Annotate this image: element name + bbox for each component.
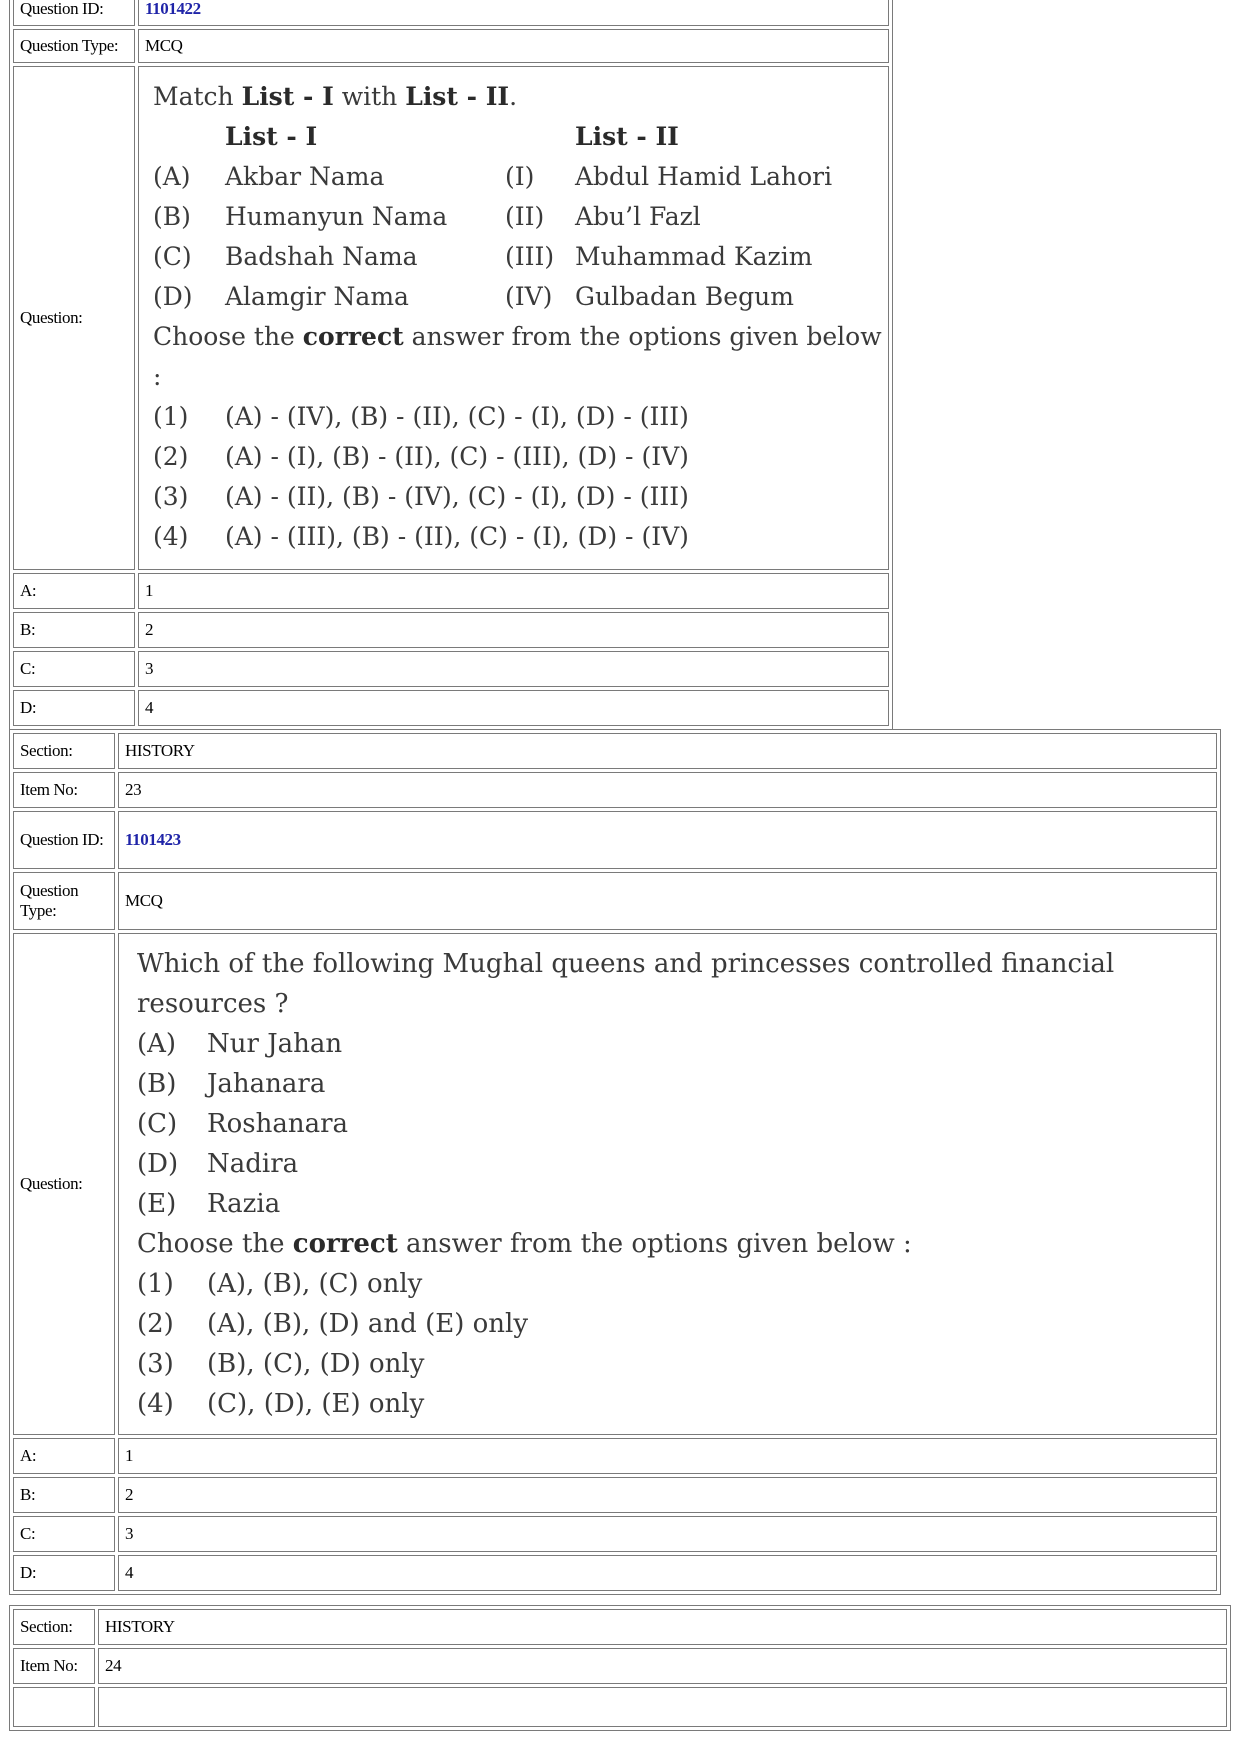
- answer-value: 1: [118, 1438, 1217, 1474]
- question-id-value: 1101423: [118, 811, 1217, 869]
- item-no-label: Item No:: [13, 1648, 95, 1684]
- section-row: [13, 733, 1217, 769]
- question-id-label: Question ID:: [13, 811, 115, 869]
- question-body: [138, 66, 889, 570]
- item-no-value: 24: [98, 1648, 1227, 1684]
- answer-value: 3: [118, 1516, 1217, 1552]
- list-1-header: List - I: [225, 122, 318, 151]
- section-label: Section:: [13, 1609, 95, 1645]
- answer-label: C:: [13, 1516, 115, 1552]
- item-no-row: [13, 772, 1217, 808]
- question-id-label: Question ID:: [13, 0, 135, 26]
- question-intro: Match List - I with List - II.: [153, 82, 518, 111]
- answer-value: 1: [138, 573, 889, 609]
- partial-cell: [13, 1687, 95, 1727]
- answer-row-d: [13, 690, 889, 726]
- answer-row-a: [13, 573, 889, 609]
- answer-value: 2: [138, 612, 889, 648]
- answer-value: 3: [138, 651, 889, 687]
- answer-option: (2) (A) - (I), (B) - (II), (C) - (III), (D) - (IV): [153, 442, 689, 471]
- question-id-value: 1101422: [138, 0, 889, 26]
- match-pair: (C) Badshah Nama (III) Muhammad Kazim: [153, 242, 813, 271]
- section-row: [13, 1609, 1227, 1645]
- question-label: Question:: [13, 933, 115, 1435]
- question-row: [13, 66, 889, 570]
- answer-label: B:: [13, 612, 135, 648]
- answer-option: (4) (C), (D), (E) only: [137, 1389, 425, 1419]
- statement-item: (D) Nadira: [137, 1149, 299, 1179]
- list-headers: [153, 117, 888, 157]
- answer-label: B:: [13, 1477, 115, 1513]
- partial-cell: [98, 1687, 1227, 1727]
- answer-value: 4: [118, 1555, 1217, 1591]
- section-value: HISTORY: [118, 733, 1217, 769]
- answer-option: (1) (A), (B), (C) only: [137, 1269, 423, 1299]
- question-image-text: [119, 934, 1216, 1434]
- choose-instruction: Choose the correct answer from the options given below :: [137, 1229, 912, 1259]
- choose-instruction: Choose the correct answer from the options given below :: [153, 322, 882, 391]
- answer-label: A:: [13, 1438, 115, 1474]
- statement-item: (C) Roshanara: [137, 1109, 348, 1139]
- question-type-value: MCQ: [118, 872, 1217, 930]
- answer-value: 4: [138, 690, 889, 726]
- statement-item: (B) Jahanara: [137, 1069, 326, 1099]
- answer-row-b: [13, 612, 889, 648]
- answer-label: A:: [13, 573, 135, 609]
- question-id-row: [13, 811, 1217, 869]
- match-pair: (B) Humanyun Nama (II) Abu’l Fazl: [153, 202, 701, 231]
- list-2-header: List - II: [575, 122, 679, 151]
- question-label: Question:: [13, 66, 135, 570]
- match-pair: (A) Akbar Nama (I) Abdul Hamid Lahori: [153, 162, 833, 191]
- item-no-value: 23: [118, 772, 1217, 808]
- answer-row-c: [13, 1516, 1217, 1552]
- answer-label: D:: [13, 690, 135, 726]
- section-value: HISTORY: [98, 1609, 1227, 1645]
- answer-option: (3) (A) - (II), (B) - (IV), (C) - (I), (D) - (III): [153, 482, 689, 511]
- question-table-1101423: [9, 729, 1221, 1595]
- answer-option: (1) (A) - (IV), (B) - (II), (C) - (I), (D) - (III): [153, 402, 689, 431]
- answer-option: (4) (A) - (III), (B) - (II), (C) - (I), (D) - (IV): [153, 522, 689, 551]
- section-label: Section:: [13, 733, 115, 769]
- answer-label: D:: [13, 1555, 115, 1591]
- answer-value: 2: [118, 1477, 1217, 1513]
- question-table-item-24: [9, 1605, 1231, 1731]
- answer-row-b: [13, 1477, 1217, 1513]
- statement-item: (E) Razia: [137, 1189, 281, 1219]
- question-id-row: [13, 0, 889, 26]
- question-type-label: Question Type:: [13, 29, 135, 63]
- answer-option: (3) (B), (C), (D) only: [137, 1349, 425, 1379]
- question-type-value: MCQ: [138, 29, 889, 63]
- answer-row-c: [13, 651, 889, 687]
- question-type-row: [13, 872, 1217, 930]
- next-row-partial: [13, 1687, 1227, 1727]
- answer-row-a: [13, 1438, 1217, 1474]
- question-type-label: Question Type:: [13, 872, 115, 930]
- question-body: [118, 933, 1217, 1435]
- statement-item: (A) Nur Jahan: [137, 1029, 343, 1059]
- question-type-row: [13, 29, 889, 63]
- question-row: [13, 933, 1217, 1435]
- question-table-1101422: [9, 0, 893, 730]
- question-stem: Which of the following Mughal queens and princesses controlled financial resources ?: [137, 949, 1115, 1019]
- item-no-label: Item No:: [13, 772, 115, 808]
- answer-label: C:: [13, 651, 135, 687]
- answer-row-d: [13, 1555, 1217, 1591]
- match-pair: (D) Alamgir Nama (IV) Gulbadan Begum: [153, 282, 794, 311]
- item-no-row: [13, 1648, 1227, 1684]
- answer-option: (2) (A), (B), (D) and (E) only: [137, 1309, 529, 1339]
- question-image-text: [139, 67, 888, 569]
